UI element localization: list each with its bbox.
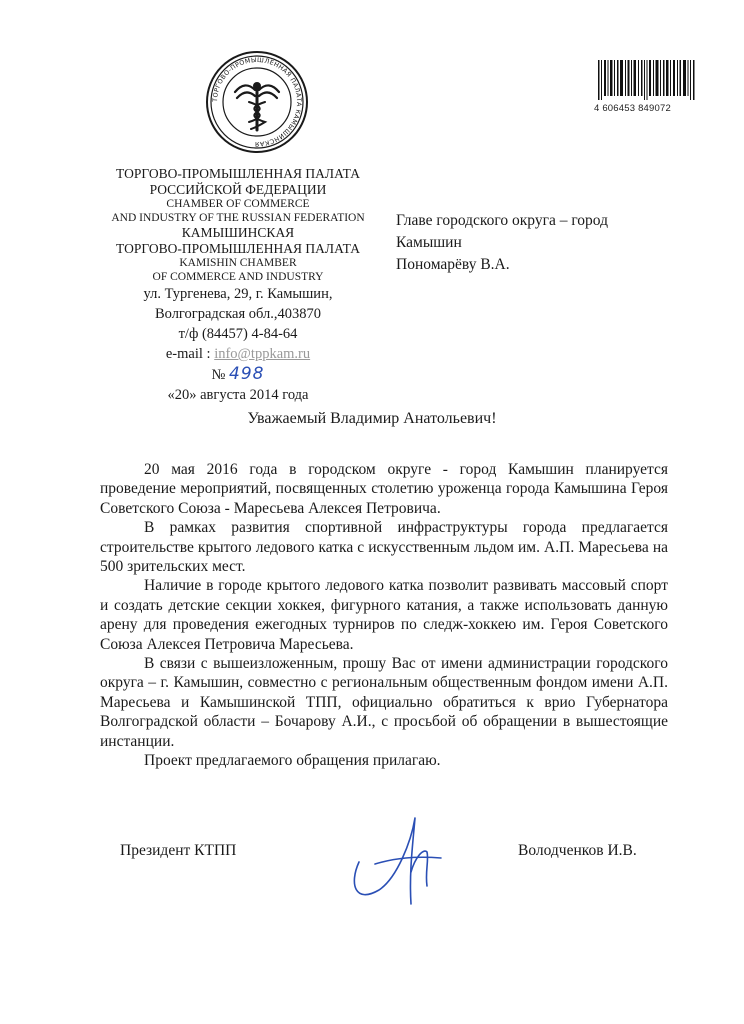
address-street: ул. Тургенева, 29, г. Камышин, — [143, 286, 333, 302]
barcode — [598, 60, 696, 100]
body-paragraph: В рамках развития спортивной инфраструктуры города предлагается строительстве крытого ледового катка с искусственным льдом им. А.П. Маресьева на 500 зрительских мест. — [100, 519, 668, 576]
address-region: Волгоградская обл.,403870 — [154, 306, 322, 322]
body-paragraph: Наличие в городе крытого ледового катка позволит развивать массовый спорт и создать детские секции хоккея, фигурного катания, а также использовать данную арену для проведения ежегодных турниров по следж-хоккею им. Героя Советского Союза Алексея Петровича Маресьева. — [100, 577, 668, 653]
body-paragraph: 20 мая 2016 года в городском округе - город Камышин планируется проведение мероприятий, посвященных столетию уроженца города Камышина Героя Советского Союза - Маресьева Алексея Петровича. — [100, 461, 668, 517]
body-paragraph: Проект предлагаемого обращения прилагаю. — [144, 752, 441, 770]
caduceus-icon — [235, 82, 279, 130]
addressee-line: Пономарёву В.А. — [396, 256, 510, 273]
letter-date: «20» августа 2014 года — [167, 387, 309, 403]
greeting: Уважаемый Владимир Анатольевич! — [247, 410, 497, 427]
letterhead-line: KAMISHIN CHAMBER — [179, 257, 297, 269]
email-line — [108, 344, 368, 364]
chamber-seal-icon — [205, 50, 309, 154]
handwritten-reg-number: 498 — [229, 364, 265, 384]
letterhead-line: AND INDUSTRY OF THE RUSSIAN FEDERATION — [111, 212, 365, 224]
letterhead-line: КАМЫШИНСКАЯ — [181, 225, 295, 240]
letter-body — [100, 460, 668, 771]
barcode-number: 4 606453 849072 — [594, 103, 671, 114]
letterhead — [108, 166, 368, 405]
seal-ring-text: ТОРГОВО-ПРОМЫШЛЕННАЯ ПАЛАТА КАМЫШИНСКАЯ — [211, 56, 303, 148]
email-link[interactable]: info@tppkam.ru — [214, 346, 311, 362]
handwritten-signature-icon — [345, 812, 455, 908]
letterhead-line: ТОРГОВО-ПРОМЫШЛЕННАЯ ПАЛАТА — [116, 166, 360, 181]
letterhead-line: ТОРГОВО-ПРОМЫШЛЕННАЯ ПАЛАТА — [116, 240, 360, 256]
letterhead-line: РОССИЙСКОЙ ФЕДЕРАЦИИ — [149, 181, 327, 197]
letterhead-line: OF COMMERCE AND INDUSTRY — [152, 271, 324, 283]
letterhead-line: CHAMBER OF COMMERCE — [166, 198, 310, 210]
addressee-block — [396, 210, 696, 276]
addressee-line: Главе городского округа – город — [396, 212, 608, 229]
phone-fax: т/ф (84457) 4-84-64 — [178, 326, 298, 342]
addressee-line: Камышин — [396, 234, 462, 251]
number-label: № — [211, 367, 226, 383]
signatory-name: Володченков И.В. — [518, 842, 637, 859]
email-label: e-mail : — [165, 346, 211, 362]
reg-number-line — [108, 364, 368, 385]
body-paragraph: В связи с вышеизложенным, прошу Вас от имени администрации городского округа – г. Камышин, совместно с региональным общественным фондом имени А.П. Маресьева и Камышинской ТПП, официально обратиться к врио Губернатора Волгоградской области – Бочарову А.И., с просьбой об обращении в вышестоящие инстанции. — [100, 655, 668, 750]
signatory-title: Президент КТПП — [120, 842, 237, 859]
